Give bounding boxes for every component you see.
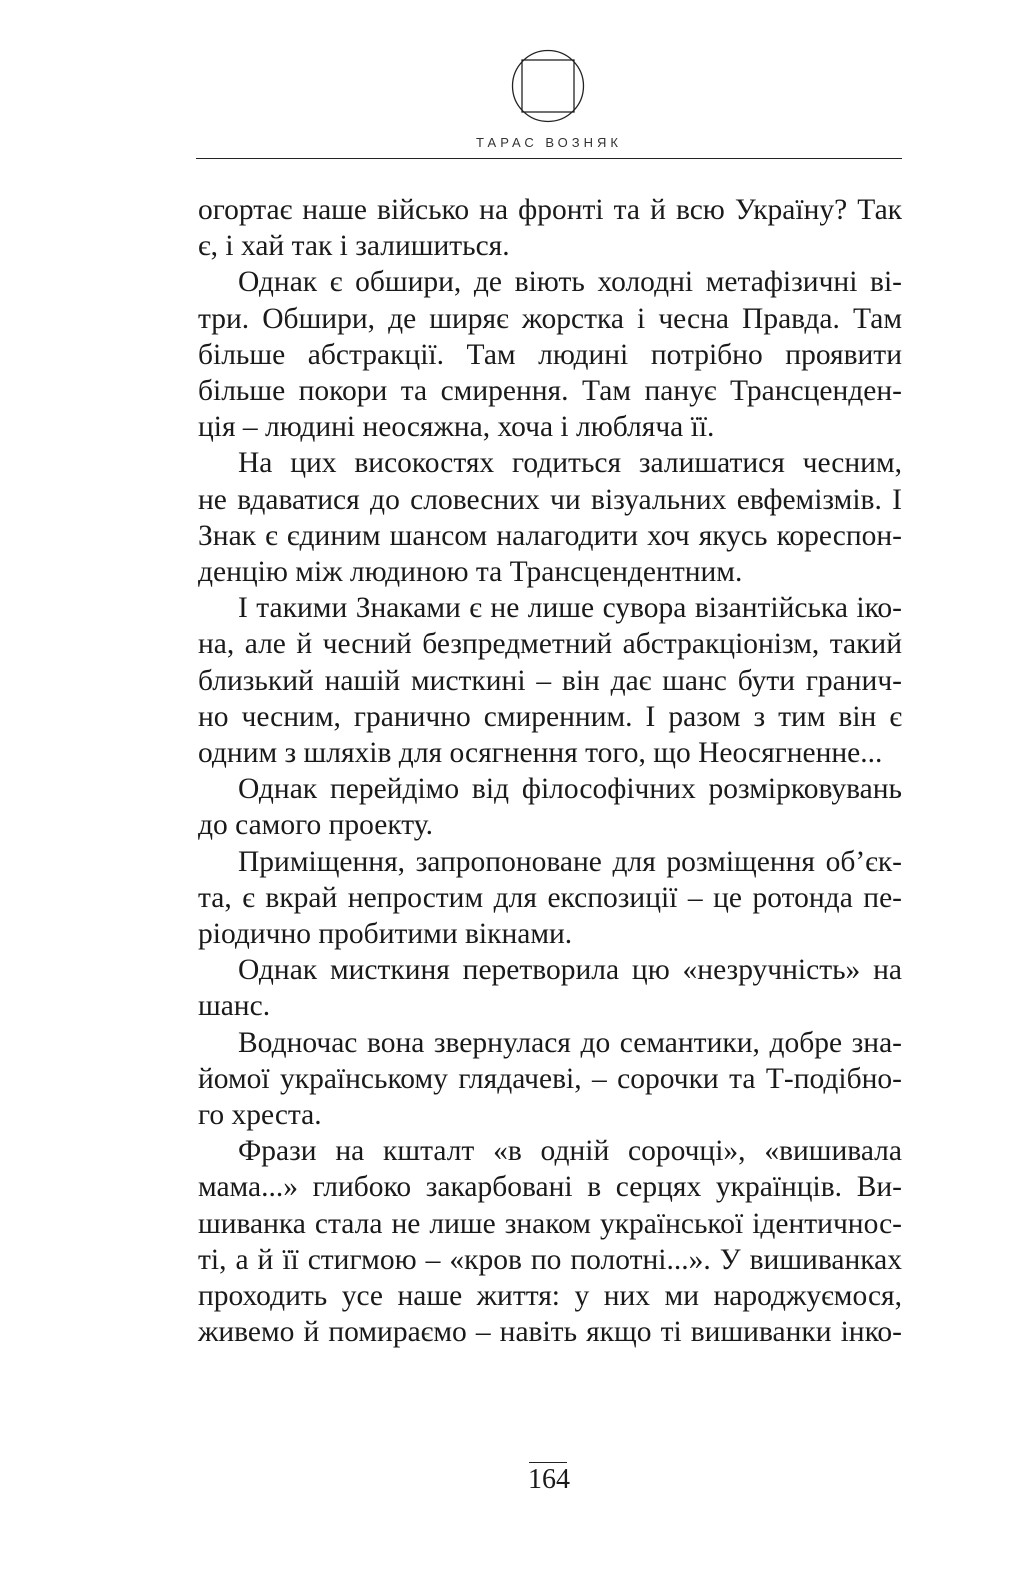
- paragraph: [198, 264, 902, 445]
- paragraph: [198, 1025, 902, 1134]
- paragraph: [198, 844, 902, 953]
- header-divider: [196, 158, 902, 159]
- running-header-author: ТАРАС ВОЗНЯК: [476, 135, 622, 150]
- text-line: денцію між людиною та Трансцендентним.: [198, 556, 743, 589]
- text-line: до самого проекту.: [198, 809, 433, 842]
- circle-square-emblem-icon: [511, 49, 585, 123]
- text-line: шиванка стала не лише знаком української ідентичнос-: [198, 1207, 902, 1240]
- paragraph: [198, 192, 902, 264]
- text-line: Однак мисткиня перетворила цю «незручність» на: [238, 954, 902, 987]
- text-line: Однак перейдімо від філософічних розмірковувань: [238, 773, 902, 806]
- text-line: ція – людині неосяжна, хоча і любляча її.: [198, 411, 715, 444]
- paragraph: [198, 952, 902, 1024]
- text-line: та, є вкрай непростим для експозиції – це ротонда пе-: [198, 881, 902, 914]
- paragraph: [198, 771, 902, 843]
- text-line: близький нашій мисткині – він дає шанс бути гранич-: [198, 664, 902, 697]
- text-line: мама...» глибоко закарбовані в серцях українців. Ви-: [198, 1171, 902, 1204]
- text-line: не вдаватися до словесних чи візуальних евфемізмів. І: [198, 483, 902, 516]
- text-line: три. Обшири, де ширяє жорстка і чесна Правда. Там: [198, 302, 902, 335]
- text-line: шанс.: [198, 990, 271, 1023]
- text-line: на, але й чесний безпредметний абстракціонізм, такий: [198, 628, 902, 661]
- page-number: 164: [528, 1464, 570, 1495]
- text-line: го хреста.: [198, 1099, 322, 1132]
- text-line: проходить усе наше життя: у них ми народжуємося,: [198, 1280, 902, 1313]
- text-line: більше абстракції. Там людині потрібно проявити: [198, 338, 902, 371]
- text-line: огортає наше військо на фронті та й всю Україну? Так: [198, 194, 902, 226]
- paragraph: [198, 1133, 902, 1350]
- text-line: ті, а й її стигмою – «кров по полотні...». У вишиванках: [198, 1243, 902, 1276]
- text-line: І такими Знаками є не лише сувора візантійська іко-: [238, 592, 902, 625]
- text-line: Приміщення, запропоноване для розміщення об’єк-: [238, 845, 902, 878]
- text-line: є, і хай так і залишиться.: [198, 230, 510, 263]
- paragraph: [198, 445, 902, 590]
- text-line: Знак є єдиним шансом налагодити хоч якусь кореспон-: [198, 519, 902, 552]
- text-line: На цих високостях годиться залишатися чесним,: [238, 447, 902, 480]
- text-line: ріодично пробитими вікнами.: [198, 918, 573, 951]
- text-line: живемо й помираємо – навіть якщо ті вишиванки інко-: [198, 1316, 902, 1349]
- text-line: одним з шляхів для осягнення того, що Неосягненне...: [198, 737, 883, 770]
- text-line: Фрази на кшталт «в одній сорочці», «вишивала: [238, 1135, 902, 1168]
- text-line: но чесним, гранично смиренним. І разом з тим він є: [198, 700, 902, 733]
- text-line: йомої українському глядачеві, – сорочки та Т-подібно-: [198, 1062, 902, 1095]
- page-number-overline: [529, 1462, 567, 1463]
- text-line: Водночас вона звернулася до семантики, добре зна-: [238, 1026, 902, 1059]
- text-line: Однак є обшири, де віють холодні метафізичні ві-: [238, 266, 902, 299]
- body-text: [198, 192, 902, 1351]
- text-line: більше покори та смирення. Там панує Трансценден-: [198, 375, 902, 408]
- paragraph: [198, 590, 902, 771]
